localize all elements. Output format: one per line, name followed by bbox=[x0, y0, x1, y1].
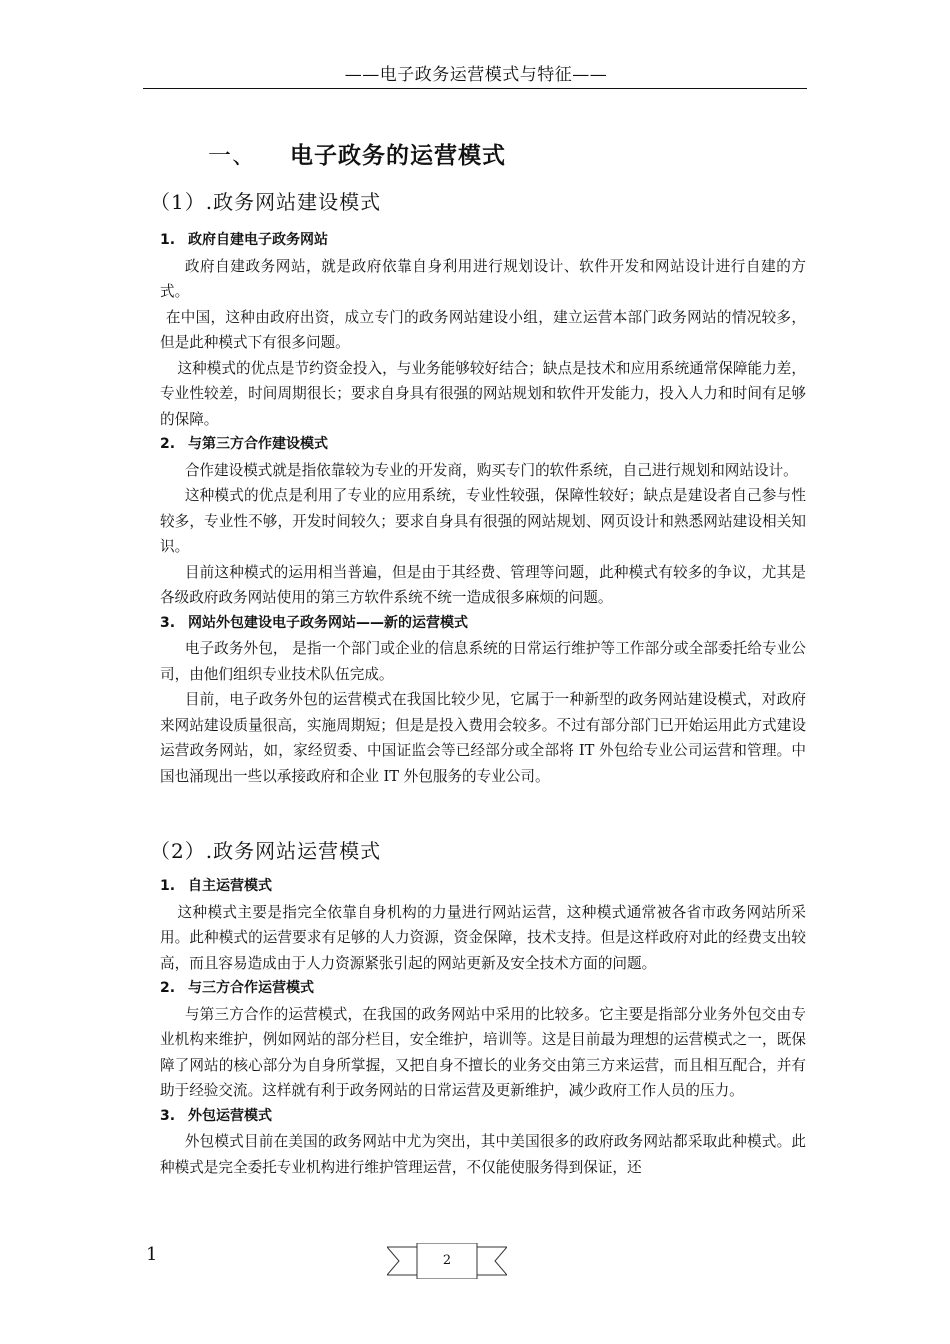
subsection-title-2: （2）.政务网站运营模式 bbox=[150, 839, 382, 863]
item-heading: 2. 与三方合作运营模式 bbox=[160, 980, 314, 996]
paragraph: 这种模式主要是指完全依靠自身机构的力量进行网站运营，这种模式通常被各省市政务网站所采用。此种模式的运营要求有足够的人力资源，资金保障，技术支持。但是这样政府对此的经费支出较高，而且容易造成由于人力资源紧张引起的网站更新及安全技术方面的问题。 bbox=[160, 903, 806, 972]
page-side-number: 1 bbox=[146, 1244, 158, 1265]
paragraph: 这种模式的优点是节约资金投入，与业务能够较好结合；缺点是技术和应用系统通常保障能力差，专业性较差，时间周期很长；要求自身具有很强的网站规划和软件开发能力，投入人力和时间有足够的保障。 bbox=[160, 359, 806, 428]
paragraph: 目前，电子政务外包的运营模式在我国比较少见，它属于一种新型的政务网站建设模式，对政府来网站建设质量很高，实施周期短；但是是投入费用会较多。不过有部分部门已开始运用此方式建设运营政务网站，如，家经贸委、中国证监会等已经部分或全部将 IT 外包给专业公司运营和管理。中国也涌现出一些以承接政府和企业 IT 外包服务的专业公司。 bbox=[160, 691, 806, 785]
paragraph: 电子政务外包， 是指一个部门或企业的信息系统的日常运行维护等工作部分或全部委托给专业公司，由他们组织专业技术队伍完成。 bbox=[160, 640, 806, 683]
subsection-title-1: （1）.政务网站建设模式 bbox=[150, 190, 382, 214]
subsection-2-body bbox=[160, 874, 806, 1180]
item-heading: 2. 与第三方合作建设模式 bbox=[160, 436, 328, 452]
page-number-badge bbox=[387, 1243, 507, 1279]
paragraph: 在中国，这种由政府出资，成立专门的政务网站建设小组，建立运营本部门政务网站的情况较多，但是此种模式下有很多问题。 bbox=[160, 308, 806, 351]
paragraph: 目前这种模式的运用相当普遍，但是由于其经费、管理等问题，此种模式有较多的争议，尤其是各级政府政务网站使用的第三方软件系统不统一造成很多麻烦的问题。 bbox=[160, 563, 806, 606]
running-header: ——电子政务运营模式与特征—— bbox=[344, 65, 608, 85]
paragraph: 政府自建政务网站，就是政府依靠自身利用进行规划设计、软件开发和网站设计进行自建的方式。 bbox=[160, 257, 806, 300]
paragraph: 外包模式目前在美国的政务网站中尤为突出，其中美国很多的政府政务网站都采取此种模式。此种模式是完全委托专业机构进行维护管理运营，不仅能使服务得到保证，还 bbox=[160, 1133, 806, 1176]
paragraph: 这种模式的优点是利用了专业的应用系统，专业性较强，保障性较好；缺点是建设者自己参与性较多，专业性不够，开发时间较久；要求自身具有很强的网站规划、网页设计和熟悉网站建设相关知识。 bbox=[160, 487, 806, 555]
header-rule bbox=[143, 88, 807, 89]
page-number: 2 bbox=[442, 1253, 452, 1268]
item-heading: 3. 网站外包建设电子政务网站——新的运营模式 bbox=[160, 614, 468, 631]
item-heading: 1. 政府自建电子政务网站 bbox=[160, 232, 328, 248]
paragraph: 与第三方合作的运营模式，在我国的政务网站中采用的比较多。它主要是指部分业务外包交由专业机构来维护，例如网站的部分栏目，安全维护，培训等。这是目前最为理想的运营模式之一，既保障了网站的核心部分为自身所掌握，又把自身不擅长的业务交由第三方来运营，而且相互配合，并有助于经验交流。这样就有利于政务网站的日常运营及更新维护，减少政府工作人员的压力。 bbox=[160, 1005, 806, 1099]
subsection-1-body bbox=[160, 228, 806, 789]
paragraph: 合作建设模式就是指依靠较为专业的开发商，购买专门的软件系统，自己进行规划和网站设计。 bbox=[184, 461, 798, 479]
section-number: 一、 bbox=[208, 143, 256, 169]
item-heading: 3. 外包运营模式 bbox=[160, 1107, 272, 1124]
section-title bbox=[208, 137, 506, 170]
item-heading: 1. 自主运营模式 bbox=[160, 878, 272, 894]
section-heading: 电子政务的运营模式 bbox=[290, 143, 506, 169]
